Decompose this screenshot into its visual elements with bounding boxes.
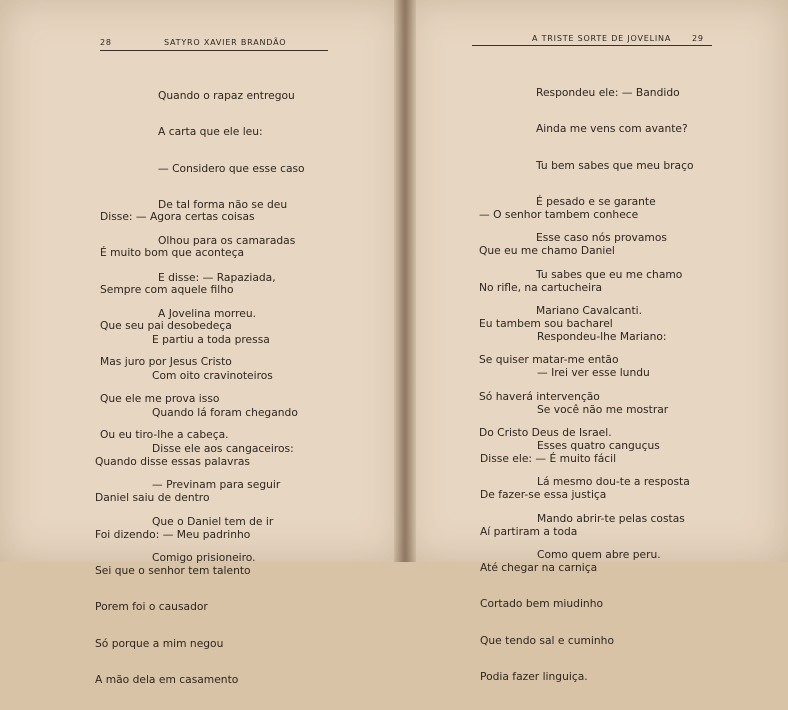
verse-line: Podia fazer linguiça. — [480, 669, 588, 683]
left-page — [0, 0, 404, 686]
verse-line: É muito bom que aconteça — [100, 246, 245, 260]
verse-line: Cortado bem miudinho — [480, 597, 604, 611]
verse-line: Que ele me prova isso — [100, 391, 220, 405]
verse-line: Sempre com aquele filho — [100, 282, 234, 296]
verse-line: Mas juro por Jesus Cristo — [100, 355, 232, 369]
verse-line: E disse: — Rapaziada, — [158, 270, 276, 284]
verse-line: — Irei ver esse lundu — [537, 366, 650, 380]
verse-line: Mando abrir-te pelas costas — [537, 511, 685, 525]
verse-line: Quando disse essas palavras — [95, 455, 251, 469]
verse-line: Comigo prisioneiro. — [152, 550, 256, 564]
verse-line: Que eu me chamo Daniel — [479, 244, 615, 258]
verse-line: Se você não me mostrar — [537, 402, 669, 416]
verse-line: A mão dela em casamento — [95, 672, 239, 686]
verse-line: Se quiser matar-me então — [479, 353, 619, 367]
verse-line: Esse caso nós provamos — [536, 231, 667, 245]
verse-line: Que o Daniel tem de ir — [152, 514, 274, 528]
verse-line: Só porque a mim negou — [95, 636, 224, 650]
verse-line: — Previnam para seguir — [152, 478, 281, 492]
verse-line: Disse: — Agora certas coisas — [100, 210, 255, 224]
verse-line: Como quem abre peru. — [537, 547, 661, 561]
verse-line: Que seu pai desobedeça — [100, 319, 232, 333]
verse-line: Ainda me vens com avante? — [536, 122, 688, 136]
verse-line: Disse ele aos cangaceiros: — [152, 442, 294, 456]
verse-line: Aí partiram a toda — [480, 524, 578, 538]
verse-line: É pesado e se garante — [536, 195, 656, 209]
verse-line: Esses quatro canguçus — [537, 439, 660, 453]
stanza — [95, 432, 251, 710]
verse-line: Tu sabes que eu me chamo — [536, 267, 683, 281]
right-page — [404, 0, 788, 683]
verse-line: Que tendo sal e cuminho — [480, 633, 614, 647]
verse-line: No rifle, na cartucheira — [479, 280, 603, 294]
verse-line: Respondeu-lhe Mariano: — [537, 330, 667, 344]
running-head: SATYRO XAVIER BRANDÃO — [164, 38, 287, 47]
verse-line: — O senhor tambem conhece — [479, 208, 639, 222]
verse-line: Até chegar na carniça — [480, 561, 598, 575]
running-head: A TRISTE SORTE DE JOVELINA — [532, 34, 672, 43]
verse-line: Tu bem sabes que meu braço — [536, 158, 694, 172]
verse-line: Disse ele: — É muito fácil — [480, 452, 617, 466]
book-gutter — [394, 0, 416, 562]
verse-line: Com oito cravinoteiros — [152, 369, 273, 383]
verse-line: Quando lá foram chegando — [152, 405, 298, 419]
header-rule — [472, 45, 712, 46]
verse-line: De tal forma não se deu — [158, 198, 288, 212]
verse-line: Eu tambem sou bacharel — [479, 317, 613, 331]
verse-line: Sei que o senhor tem talento — [95, 564, 251, 578]
verse-line: A carta que ele leu: — [158, 125, 263, 139]
verse-line: Quando o rapaz entregou — [158, 89, 295, 103]
verse-line: Porem foi o causador — [95, 600, 208, 614]
verse-line: De fazer-se essa justiça — [480, 488, 607, 502]
verse-line: — Considero que esse caso — [158, 161, 305, 175]
verse-line: A Jovelina morreu. — [158, 306, 257, 320]
verse-line: Respondeu ele: — Bandido — [536, 86, 680, 100]
verse-line: Ou eu tiro-lhe a cabeça. — [100, 427, 229, 441]
page-number: 28 — [100, 38, 112, 47]
verse-line: Olhou para os camaradas — [158, 234, 296, 248]
page-number: 29 — [692, 34, 704, 43]
stanza — [480, 429, 616, 707]
verse-line: Mariano Cavalcanti. — [536, 303, 643, 317]
verse-line: Foi dizendo: — Meu padrinho — [95, 527, 251, 541]
verse-line: E partiu a toda pressa — [152, 333, 270, 347]
verse-line: Lá mesmo dou-te a resposta — [537, 475, 690, 489]
verse-line: Daniel saiu de dentro — [95, 491, 210, 505]
verse-line: Só haverá intervenção — [479, 389, 600, 403]
verse-line: Do Cristo Deus de Israel. — [479, 425, 612, 439]
header-rule — [100, 50, 328, 51]
